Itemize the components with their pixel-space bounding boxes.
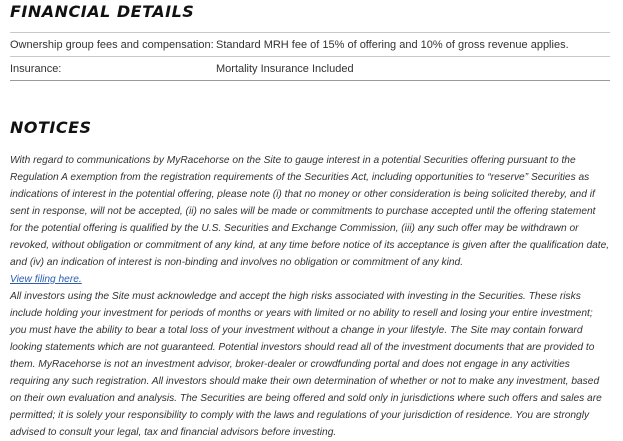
view-filing-link[interactable]: View filing here.: [10, 274, 82, 285]
financial-details-title: FINANCIAL DETAILS: [10, 2, 195, 21]
notices-title: NOTICES: [10, 118, 92, 137]
details-row-value: Standard MRH fee of 15% of offering and 10% of gross revenue applies.: [216, 38, 569, 51]
notices-body: [10, 152, 610, 441]
notices-paragraph-risks: All investors using the Site must acknowledge and accept the high risks associated with investing in the Securities. These risks include holding your investment for periods of months or years with limited or no ability to resell and losing your entire investment; you must have the ability to bear a total loss of your investment without a change in your lifestyle. The Site may contain forward looking statements which are not guaranteed. Potential investors should read all of the investment documents that are provided to them. MyRacehorse is not an investment advisor, broker-dealer or crowdfunding portal and does not engage in any activities requiring any such registration. All investors should make their own determination of whether or not to make any investment, based on their own evaluation and analysis. The Securities are being offered and sold only in jurisdictions where such offers and sales are permitted; it is solely your responsibility to comply with the laws and regulations of your jurisdiction of residence. You are strongly advised to consult your legal, tax and financial advisors before investing.: [10, 291, 602, 438]
details-row-fees: [10, 32, 610, 56]
row-divider: [10, 80, 610, 81]
details-row-label: Ownership group fees and compensation:: [10, 38, 214, 51]
notices-paragraph-reg-a: With regard to communications by MyRacehorse on the Site to gauge interest in a potential Securities offering pursuant to the Regulation A exemption from the registration requirements of the Securities Act, including opportunities to “reserve” Securities as indications of interest in the potential offering, please note (i) that no money or other consideration is being solicited thereby, and if sent in response, will not be accepted, (ii) no sales will be made or commitments to purchase accepted until the offering statement for the potential offering is qualified by the U.S. Securities and Exchange Commission, (iii) any such offer may be withdrawn or revoked, without obligation or commitment of any kind, at any time before notice of its acceptance is given after the qualification date, and (iv) an indication of interest is non-binding and involves no obligation or commitment of any kind.: [10, 155, 610, 268]
details-row-insurance: [10, 57, 610, 80]
details-row-label: Insurance:: [10, 62, 62, 75]
details-row-value: Mortality Insurance Included: [216, 62, 354, 75]
financial-details-table: [10, 32, 610, 81]
